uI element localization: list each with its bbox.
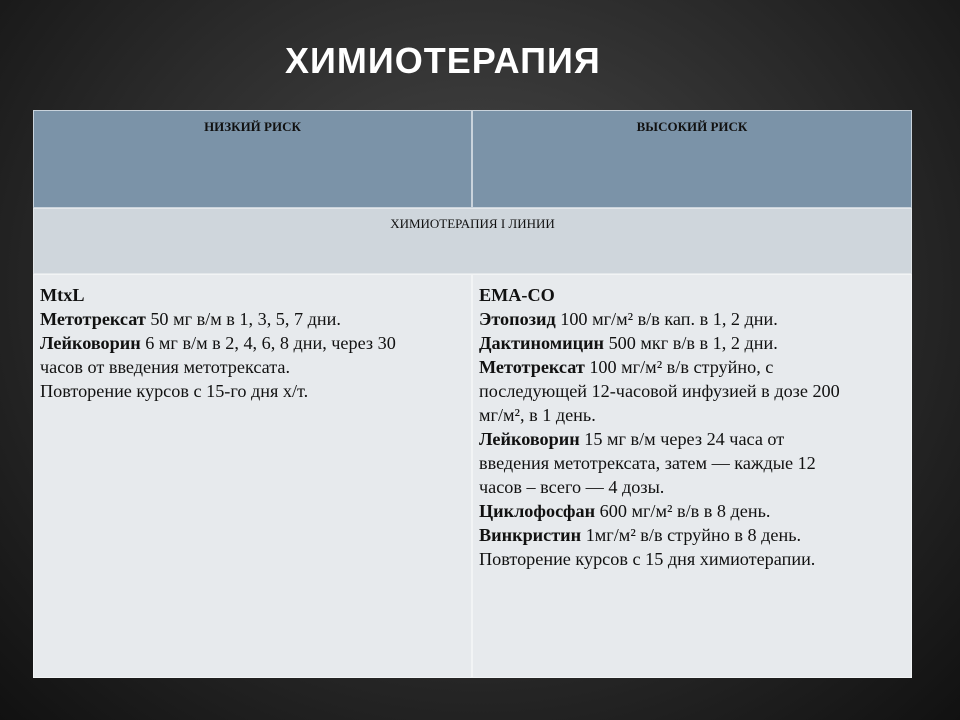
drug-name: Этопозид bbox=[479, 309, 556, 329]
drug-name: Метотрексат bbox=[40, 309, 146, 329]
drug-dose: 1мг/м² в/в струйно в 8 день. bbox=[581, 525, 802, 545]
drug-dose: 100 мг/м² в/в кап. в 1, 2 дни. bbox=[555, 309, 778, 329]
high-drug-line bbox=[479, 427, 905, 451]
low-risk-cell bbox=[33, 274, 472, 678]
subheader-first-line: ХИМИОТЕРАПИЯ I ЛИНИИ bbox=[33, 208, 912, 274]
high-drug-line bbox=[479, 355, 905, 379]
header-high-risk: ВЫСОКИЙ РИСК bbox=[472, 110, 912, 208]
high-drug-line bbox=[479, 523, 905, 547]
low-drug-line bbox=[40, 307, 465, 331]
high-drug-line bbox=[479, 499, 905, 523]
slide-title: ХИМИОТЕРАПИЯ bbox=[285, 40, 601, 81]
drug-dose: 500 мкг в/в в 1, 2 дни. bbox=[604, 333, 778, 353]
drug-name: Лейковорин bbox=[40, 333, 141, 353]
drug-name: Метотрексат bbox=[479, 357, 585, 377]
drug-name: Циклофосфан bbox=[479, 501, 596, 521]
drug-dose: 6 мг в/м в 2, 4, 6, 8 дни, через 30 bbox=[140, 333, 396, 353]
drug-dose: 100 мг/м² в/в струйно, с bbox=[584, 357, 774, 377]
low-repeat-note: Повторение курсов с 15-го дня х/т. bbox=[40, 381, 309, 401]
header-low-risk: НИЗКИЙ РИСК bbox=[33, 110, 472, 208]
low-drug-line-cont: часов от введения метотрексата. bbox=[40, 357, 291, 377]
drug-dose: 15 мг в/м через 24 часа от bbox=[579, 429, 785, 449]
drug-name: Дактиномицин bbox=[479, 333, 605, 353]
high-regimen-name: EMA-CO bbox=[479, 285, 555, 305]
low-drug-line bbox=[40, 331, 465, 355]
drug-dose: 50 мг в/м в 1, 3, 5, 7 дни. bbox=[145, 309, 341, 329]
high-drug-line-cont: последующей 12-часовой инфузией в дозе 200 bbox=[479, 381, 840, 401]
low-regimen-name: MtxL bbox=[40, 285, 85, 305]
high-drug-line-cont: введения метотрексата, затем — каждые 12 bbox=[479, 453, 816, 473]
high-drug-line-cont: мг/м², в 1 день. bbox=[479, 405, 596, 425]
chemotherapy-table bbox=[33, 110, 912, 678]
drug-name: Лейковорин bbox=[479, 429, 580, 449]
drug-dose: 600 мг/м² в/в в 8 день. bbox=[595, 501, 771, 521]
high-repeat-note: Повторение курсов с 15 дня химиотерапии. bbox=[479, 549, 816, 569]
high-drug-line bbox=[479, 307, 905, 331]
high-drug-line bbox=[479, 331, 905, 355]
drug-name: Винкристин bbox=[479, 525, 582, 545]
high-risk-cell bbox=[472, 274, 912, 678]
high-drug-line-cont: часов – всего — 4 дозы. bbox=[479, 477, 665, 497]
